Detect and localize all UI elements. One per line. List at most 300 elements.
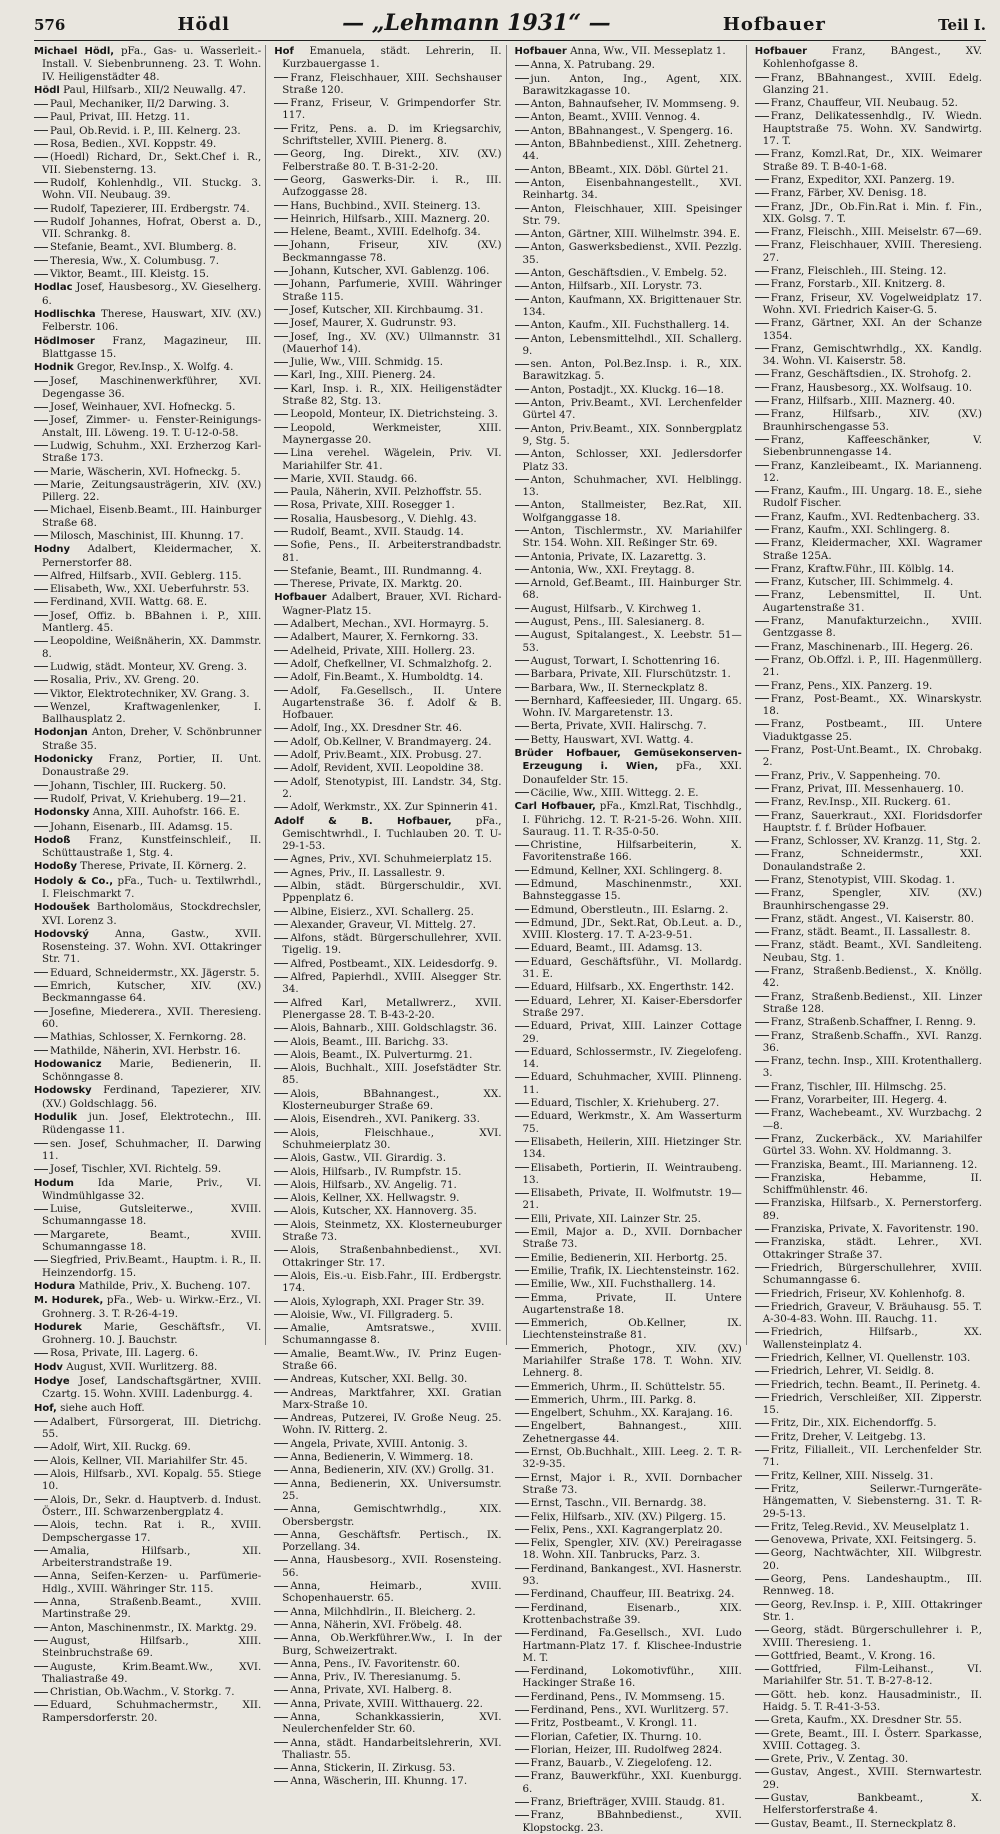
entry-text: Anton, Eisenbahnangestellt., XVI. Reinhartg. 34. (522, 176, 742, 202)
ditto-dash (755, 1229, 769, 1230)
ditto-dash (755, 854, 769, 855)
directory-entry (515, 1278, 742, 1290)
entry-text: Leopoldine, Weißnäherin, XX. Dammstr. 8. (42, 635, 262, 660)
directory-entry (755, 1792, 982, 1817)
entry-text: Franz, städt. Beamt., II. Lassallestr. 8. (770, 926, 971, 939)
entry-text: Adelheid, Private, XIII. Hollerg. 23. (290, 644, 476, 657)
ditto-dash (34, 1447, 48, 1448)
directory-entry (34, 1375, 261, 1401)
directory-entry (274, 331, 501, 356)
entry-text: Andreas, Putzerei, IV. Große Neug. 25. Wohn. IV. Ritterg. 2. (282, 1412, 502, 1437)
directory-entry (515, 616, 742, 628)
entry-text: Anna, Seifen-Kerzen- u. Parfümerie-Hdlg., XVIII. Währinger Str. 115. (42, 1570, 262, 1595)
entry-surname: Hof (274, 46, 294, 57)
entry-text: Franz, Hilfsarb., XIV. (XV.) Braunhirschengasse 53. (762, 408, 982, 433)
directory-entry (34, 701, 261, 726)
directory-entry (755, 1689, 982, 1714)
directory-entry (34, 84, 261, 97)
entry-surname: Hofbauer (274, 592, 327, 604)
entry-text: Friedrich, Graveur, V. Bräuhausg. 55. T. A-30-4-83. Wohn. III. Rauchg. 11. (762, 1300, 982, 1326)
entry-text: Johann, Eisenarb., III. Adamsg. 15. (50, 820, 233, 833)
entry-text: Adalbert, Maurer, X. Fernkorng. 33. (290, 631, 479, 644)
entry-text: Franz, Chauffeur, VII. Neubaug. 52. (770, 97, 958, 110)
directory-entry (274, 356, 501, 368)
directory-entry (515, 1537, 742, 1562)
ditto-dash (34, 117, 48, 118)
entry-text: Adolf, Wirt, XII. Ruckg. 69. (50, 1441, 191, 1454)
directory-entry (274, 867, 501, 879)
directory-entry (515, 577, 742, 602)
entry-text: Greta, Kaufm., XX. Dresdner Str. 55. (770, 1714, 962, 1727)
directory-entry (274, 1438, 501, 1450)
directory-entry (755, 1172, 982, 1197)
directory-entry (755, 1547, 982, 1572)
directory-entry (515, 525, 742, 550)
entry-text: Antonia, Private, IX. Lazarettg. 3. (530, 550, 707, 563)
ditto-dash (34, 693, 48, 694)
entry-text: Berta, Private, XVII. Halirschg. 7. (530, 720, 707, 733)
directory-entry (515, 474, 742, 499)
ditto-dash (755, 659, 769, 660)
directory-entry (755, 45, 982, 71)
entry-text: jun. Josef, Elektrotechn., III. Rüdengasse 11. (42, 1111, 262, 1137)
directory-entry (515, 177, 742, 202)
entry-text: Rosa, Private, III. Lagerg. 6. (50, 1347, 199, 1360)
directory-entry (755, 226, 982, 238)
directory-entry (515, 995, 742, 1020)
entry-text: Gottfried, Film-Leihanst., VI. Mariahilfer Str. 51. T. B-27-8-12. (762, 1663, 982, 1688)
entry-text: Alois, Fleischhaue., XVI. Schuhmeierplatz 30. (282, 1126, 502, 1151)
ditto-dash (515, 117, 529, 118)
entry-text: Hans, Buchbind., XVII. Steinerg. 13. (290, 199, 481, 212)
ditto-dash (755, 918, 769, 919)
entry-text: Emmerich, Photogr., XIV. (XV.) Mariahilfer Straße 178. T. Wohn. XIV. Lehnerg. 8. (522, 1342, 742, 1380)
entry-text: Alois, Hilfsarb., IV. Rumpfstr. 15. (290, 1165, 462, 1178)
directory-entry (515, 629, 742, 654)
directory-entry (515, 294, 742, 319)
directory-entry (34, 980, 261, 1005)
entry-surname: Hodulik (34, 1112, 78, 1124)
directory-entry (34, 1570, 261, 1595)
directory-entry (274, 1671, 501, 1683)
directory-entry (34, 1111, 261, 1137)
entry-text: Milosch, Maschinist, III. Khunng. 17. (50, 529, 244, 542)
directory-entry (274, 1219, 501, 1244)
ditto-dash (755, 284, 769, 285)
ditto-dash (34, 1143, 48, 1144)
directory-entry (515, 1731, 742, 1743)
directory-entry (274, 1049, 501, 1061)
ditto-dash (755, 297, 769, 298)
directory-entry (755, 835, 982, 847)
ditto-dash (755, 802, 769, 803)
ditto-dash (274, 1250, 288, 1251)
entry-text: Franz, Straßenb.Schaffner, I. Renng. 9. (770, 1016, 976, 1029)
entry-text: Cäcilie, Ww., XIII. Wittegg. 2. E. (530, 786, 699, 799)
directory-entry (274, 1296, 501, 1308)
entry-text: Ferdinand, Tapezierer, XIV. (XV.) Goldschlagg. 56. (42, 1084, 262, 1110)
directory-entry (274, 749, 501, 761)
entry-text: Georg, Pens. Landeshauptm., III. Rennweg. 18. (762, 1573, 982, 1598)
entry-text: Franz, Schneidermstr., XXI. Donaulandstraße 2. (762, 848, 982, 873)
directory-entry (755, 292, 982, 317)
entry-text: Anton, Postadjt., XX. Kluckg. 16—18. (530, 383, 724, 396)
directory-entry (34, 1635, 261, 1660)
directory-entry (515, 564, 742, 576)
directory-entry (755, 434, 982, 459)
directory-entry (755, 1728, 982, 1753)
directory-entry (515, 787, 742, 799)
entry-text: Emmerich, Uhrm., III. Parkg. 8. (530, 1393, 697, 1406)
entry-text: Rudolf, Kohlenhdlg., VII. Stuckg. 3. Wohn. VII. Neubaug. 39. (42, 176, 262, 202)
ditto-dash (274, 518, 288, 519)
entry-text: Franz, Schlosser, XV. Kranzg. 11, Stg. 2. (770, 835, 981, 848)
entry-surname: Hof, (34, 1402, 57, 1414)
directory-entry (755, 718, 982, 743)
entry-text: Anna, Bedienerin, XIV. (XV.) Grollg. 31. (290, 1464, 494, 1477)
entry-text: Franz, Pens., XIX. Panzerg. 19. (770, 679, 933, 692)
ditto-dash (755, 543, 769, 544)
ditto-dash (34, 1474, 48, 1475)
entry-text: August, Pens., III. Salesianerg. 8. (530, 616, 705, 629)
directory-entry (515, 267, 742, 279)
entry-text: Friedrich, Friseur, XV. Kohlenhofg. 8. (770, 1287, 966, 1300)
entry-text: Adalbert, Brauer, XVI. Richard-Wagner-Platz 15. (282, 591, 502, 617)
directory-entry (755, 201, 982, 226)
ditto-dash (755, 945, 769, 946)
entry-text: Franziska, städt. Lehrer., XVI. Ottakringer Straße 37. (762, 1236, 982, 1261)
ditto-dash (34, 1421, 48, 1422)
ditto-dash (274, 478, 288, 479)
directory-entry (34, 610, 261, 635)
ditto-dash (274, 1002, 288, 1003)
entry-text: Alois, Straßenbahnbedienst., XVI. Ottakringer Str. 17. (282, 1244, 502, 1269)
ditto-dash (515, 286, 529, 287)
entry-text: Grete, Beamt., III. I. Österr. Sparkasse, XVIII. Cottageg. 3. (762, 1727, 982, 1752)
directory-entry (515, 1511, 742, 1523)
directory-entry (34, 1519, 261, 1544)
directory-entry (515, 865, 742, 877)
directory-entry (755, 1534, 982, 1546)
entry-text: Franz, Expeditor, XXI. Panzerg. 19. (770, 173, 955, 186)
ditto-dash (274, 872, 288, 873)
entry-text: Friedrich, techn. Beamt., II. Perinetg. 4. (770, 1378, 981, 1391)
ditto-dash (755, 414, 769, 415)
ditto-dash (755, 996, 769, 997)
entry-surname: Hodum (34, 1177, 74, 1189)
ditto-dash (755, 1332, 769, 1333)
entry-surname: Hodovský (34, 928, 89, 940)
ditto-dash (515, 338, 529, 339)
directory-entry (515, 98, 742, 110)
entry-text: Amalia, Hilfsarb., XII. Arbeiterstrandstraße 19. (42, 1544, 262, 1570)
directory-entry (34, 1045, 261, 1057)
entry-text: Franz, Manufakturzeichn., XVIII. Gentzgasse 8. (762, 615, 982, 640)
entry-text: Anna, städt. Handarbeitslehrerin, XVI. Thaliastr. 55. (282, 1736, 502, 1761)
directory-entry (34, 928, 261, 966)
ditto-dash (34, 826, 48, 827)
entry-text: Georg, Gaswerks-Dir. i. R., III. Aufzoggasse 28. (282, 173, 502, 199)
ditto-dash (755, 1823, 769, 1824)
directory-entry (515, 1757, 742, 1769)
directory-entry (755, 926, 982, 938)
directory-entry (34, 530, 261, 542)
ditto-dash (34, 1705, 48, 1706)
entry-surname: Hodoly & Co., (34, 875, 114, 887)
directory-entry (274, 591, 501, 617)
entry-text: sen. Josef, Schuhmacher, II. Darwing 11. (42, 1137, 262, 1162)
directory-entry (274, 123, 501, 148)
directory-entry (34, 1596, 261, 1621)
directory-entry (34, 125, 261, 137)
entry-text: Franz, Kunstfeinschleif., II. Schüttaustraße 1, Stg. 4. (42, 833, 262, 860)
ditto-dash (515, 530, 529, 531)
entry-text: Eduard, Geschäftsführ., VI. Mollardg. 31. E. (522, 955, 742, 981)
entry-text: Franz, Friseur, V. Grimpendorfer Str. 117. (282, 97, 502, 122)
entry-text: Anton, Priv.Beamt., XIX. Sonnbergplatz 9, Stg. 5. (522, 422, 742, 447)
entry-text: Gustav, Beamt., II. Sterneckplatz 8. (770, 1817, 957, 1830)
entry-text: Anna, Ww., VII. Messeplatz 1. (570, 45, 726, 57)
directory-entry (515, 125, 742, 137)
ditto-dash (274, 128, 288, 129)
directory-entry (274, 1205, 501, 1217)
directory-entry (34, 1229, 261, 1254)
entry-text: Franz, Fleischhauer, XVIII. Theresieng. 27. (762, 239, 982, 264)
ditto-dash (515, 674, 529, 675)
entry-text: sen. Anton, Pol.Bez.Insp. i. R., XIX. Barawitzkag. 5. (522, 358, 742, 383)
ditto-dash (755, 646, 769, 647)
ditto-dash (755, 1177, 769, 1178)
entry-surname: Hodurek (34, 1321, 82, 1333)
directory-entry (34, 967, 261, 979)
ditto-dash (755, 1371, 769, 1372)
ditto-dash (34, 1353, 48, 1354)
ditto-dash (274, 284, 288, 285)
entry-text: Eduard, Schlossermstr., IV. Ziegelofeng. 14. (522, 1045, 742, 1071)
entry-text: Franz, Gärtner, XXI. An der Schanze 1354. (762, 317, 982, 342)
directory-entry (515, 164, 742, 176)
directory-entry (755, 1599, 982, 1624)
ditto-dash (755, 374, 769, 375)
directory-entry (34, 241, 261, 253)
entry-text: Anna, Stickerin, II. Zirkusg. 53. (290, 1762, 456, 1775)
entry-text: Adolf, Priv.Beamt., XIX. Probusg. 27. (290, 749, 482, 762)
directory-entry (515, 1704, 742, 1716)
ditto-dash (34, 420, 48, 421)
ditto-dash (515, 1815, 529, 1816)
entry-text: Georg, städt. Bürgerschullehrer i. P., XVIII. Theresieng. 1. (762, 1624, 982, 1649)
ditto-dash (755, 1035, 769, 1036)
entry-text: Genovewa, Private, XXI. Feitsingerg. 5. (770, 1534, 977, 1547)
ditto-dash (755, 1384, 769, 1385)
ditto-dash (755, 116, 769, 117)
entry-text: Helene, Beamt., XVIII. Edelhofg. 34. (290, 226, 481, 239)
entry-text: Alois, Buchhalt., XIII. Josefstädter Str. 85. (282, 1062, 502, 1087)
entry-text: Wenzel, Kraftwagenlenker, I. Ballhausplatz 2. (42, 700, 262, 726)
directory-entry (755, 1714, 982, 1726)
entry-text: Franz, BBahnbedienst., XVII. Klopstockg. 23. (522, 1809, 742, 1834)
ditto-dash (515, 479, 529, 480)
entry-text: Johann, Parfumerie, XVIII. Währinger Straße 115. (282, 278, 502, 303)
directory-entry (515, 499, 742, 524)
ditto-dash (515, 884, 529, 885)
ditto-dash (274, 1158, 288, 1159)
directory-entry (34, 1455, 261, 1467)
entry-text: Anton, Kaufm., XII. Fuchsthallerg. 14. (530, 319, 730, 332)
ditto-dash (34, 247, 48, 248)
directory-entry (274, 1270, 501, 1295)
entry-text: Rudolf Johannes, Hofrat, Oberst a. D., VII. Schrankg. 8. (42, 215, 262, 241)
entry-text: pFa., XXI. Donaufelder Str. 15. (522, 760, 742, 786)
entry-text: Auguste, Krim.Beamt.Ww., XVI. Thaliastraße 49. (42, 1660, 262, 1685)
ditto-dash (515, 1477, 529, 1478)
directory-entry (755, 460, 982, 485)
entry-text: Rosa, Bedien., XVI. Koppstr. 49. (50, 138, 217, 151)
directory-entry (515, 1136, 742, 1161)
directory-entry (755, 72, 982, 97)
directory-entry (274, 213, 501, 225)
ditto-dash (34, 1640, 48, 1641)
entry-text: Fritz, Kellner, XIII. Nisselg. 31. (770, 1469, 934, 1482)
ditto-dash (755, 932, 769, 933)
entry-text: Alfons, städt. Bürgerschullehrer, XVII. Tigelig. 19. (282, 932, 502, 957)
entry-surname: Hodoßy (34, 861, 77, 873)
ditto-dash (515, 1193, 529, 1194)
entry-text: Franz, Hausbesorg., XX. Wolfsaug. 10. (770, 381, 973, 394)
directory-entry (274, 486, 501, 498)
directory-entry (274, 1322, 501, 1347)
entry-text: Franz, Tischler, III. Hilmschg. 25. (770, 1080, 947, 1093)
directory-entry (755, 680, 982, 692)
entry-surname: M. Hodurek, (34, 1295, 104, 1307)
entry-text: Franz, Friseur, XV. Vogelweidplatz 17. Wohn. XVI. Friedrich Kaiser-G. 5. (762, 291, 982, 316)
entry-surname: Hofbauer (514, 46, 567, 57)
directory-entry (515, 1317, 742, 1342)
directory-entry (515, 839, 742, 864)
ditto-dash (274, 1314, 288, 1315)
ditto-dash (34, 986, 48, 987)
directory-entry (755, 913, 982, 925)
entry-text: Edmund, Kellner, XXI. Schlingerg. 8. (530, 864, 723, 877)
entry-text: Florian, Cafetier, IX. Thurng. 10. (530, 1730, 702, 1743)
entry-text: Franz, Sauerkraut., XXI. Floridsdorfer Hauptstr. f. f. Brüder Hofbauer. (762, 809, 982, 834)
directory-entry (34, 281, 261, 307)
ditto-dash (274, 362, 288, 363)
directory-entry (515, 1343, 742, 1380)
ditto-dash (34, 208, 48, 209)
ditto-dash (274, 414, 288, 415)
ditto-dash (274, 1068, 288, 1069)
directory-entry (274, 526, 501, 538)
directory-entry (515, 956, 742, 981)
ditto-dash (34, 972, 48, 973)
ditto-dash (755, 1488, 769, 1489)
entry-text: Gustav, Angest., XVIII. Sternwartestr. 29. (762, 1766, 982, 1791)
entry-text: Anton, Priv.Beamt., XVI. Lerchenfelder Gürtel 47. (522, 397, 742, 422)
directory-entry (34, 216, 261, 241)
ditto-dash (34, 484, 48, 485)
directory-entry (34, 753, 261, 779)
directory-entry (274, 919, 501, 931)
directory-entry (34, 1468, 261, 1493)
ditto-dash (755, 1475, 769, 1476)
directory-entry (274, 539, 501, 564)
entry-text: Franz, Kaufm., III. Ungarg. 18. E., siehe Rudolf Fischer. (762, 485, 982, 510)
directory-entry (34, 1686, 261, 1698)
entry-text: Karl, Ing., XIII. Pienerg. 24. (290, 369, 436, 382)
directory-entry (515, 1472, 742, 1497)
entry-text: Amalie, Amtsratswe., XVIII. Schumanngasse 8. (282, 1322, 502, 1347)
ditto-dash (34, 1037, 48, 1038)
directory-entry (274, 1244, 501, 1269)
entry-text: Anna, Private, XVI. Halberg. 8. (290, 1684, 452, 1697)
directory-entry (515, 228, 742, 240)
directory-entry (274, 1503, 501, 1528)
entry-text: Lina verehel. Wägelein, Priv. VI. Mariahilfer Str. 41. (282, 447, 502, 472)
entry-text: Felix, Pens., XXI. Kagrangerplatz 20. (530, 1523, 723, 1536)
ditto-dash (274, 1119, 288, 1120)
ditto-dash (515, 1749, 529, 1750)
entry-text: Anton, Tischlermstr., XV. Mariahilfer Str. 154. Wohn. XII. Reßinger Str. 69. (522, 524, 742, 550)
entry-text: Anna, Priv., IV. Theresianumg. 5. (290, 1671, 461, 1684)
ditto-dash (515, 1516, 529, 1517)
entry-text: Emma, Private, II. Untere Augartenstraße 18. (522, 1291, 742, 1316)
book-title: — „Lehmann 1931“ — (342, 10, 611, 36)
directory-entry (274, 1711, 501, 1736)
entry-text: Anton, Maschinenmstr., IX. Marktg. 29. (50, 1621, 257, 1634)
directory-entry (755, 1663, 982, 1688)
ditto-dash (755, 1553, 769, 1554)
entry-text: Franz, Kanzleibeamt., IX. Marianneng. 12. (762, 459, 982, 484)
directory-entry (34, 596, 261, 608)
entry-text: Ferdinand, Lokomotivführ., XIII. Hackinger Straße 16. (522, 1665, 742, 1690)
ditto-dash (755, 516, 769, 517)
directory-entry (34, 834, 261, 860)
directory-entry (755, 1650, 982, 1662)
entry-text: Alois, Hilfsarb., XV. Angelig. 71. (290, 1178, 457, 1191)
directory-entry (274, 671, 501, 683)
ditto-dash (755, 698, 769, 699)
directory-entry (274, 880, 501, 905)
directory-entry (34, 1361, 261, 1374)
entry-text: Ludwig, Schuhm., XXI. Erzherzog Karl-Straße 173. (42, 439, 262, 465)
entry-text: Viktor, Beamt., III. Kleistg. 15. (50, 268, 210, 281)
directory-entry (755, 1392, 982, 1417)
directory-entry (755, 187, 982, 199)
entry-text: Franz, JDr., Ob.Fin.Rat i. Min. f. Fin., XIX. Golsg. 7. T. (762, 200, 982, 225)
directory-entry (274, 1658, 501, 1670)
entry-text: Rosalia, Hausbesorg., V. Diehlg. 43. (290, 512, 477, 525)
entry-text: Eduard, Privat, XIII. Lainzer Cottage 29. (522, 1020, 742, 1045)
directory-entry (755, 485, 982, 510)
directory-entry (755, 744, 982, 769)
ditto-dash (515, 583, 529, 584)
ditto-dash (274, 1198, 288, 1199)
ditto-dash (515, 1776, 529, 1777)
directory-entry (515, 1292, 742, 1317)
entry-surname: Hodowsky (34, 1085, 92, 1097)
entry-text: Franz, Wachebeamt., XV. Wurzbachg. 2—8. (762, 1107, 982, 1132)
ditto-dash (755, 154, 769, 155)
ditto-dash (515, 1763, 529, 1764)
ditto-dash (34, 510, 48, 511)
directory-entry (274, 1775, 501, 1787)
entry-text: pFa., Kmzl.Rat, Tischhdlg., I. Führichg. 12. T. R-21-5-26. Wohn. XIII. Sauraug. 11. T. R-35-0-50. (522, 800, 742, 838)
ditto-dash (274, 938, 288, 939)
ditto-dash (274, 690, 288, 691)
entry-text: Anton, Stallmeister, Bez.Rat, XII. Wolfganggasse 18. (522, 499, 742, 524)
entry-text: Elisabeth, Private, II. Wolfmutstr. 19—21. (522, 1187, 742, 1212)
